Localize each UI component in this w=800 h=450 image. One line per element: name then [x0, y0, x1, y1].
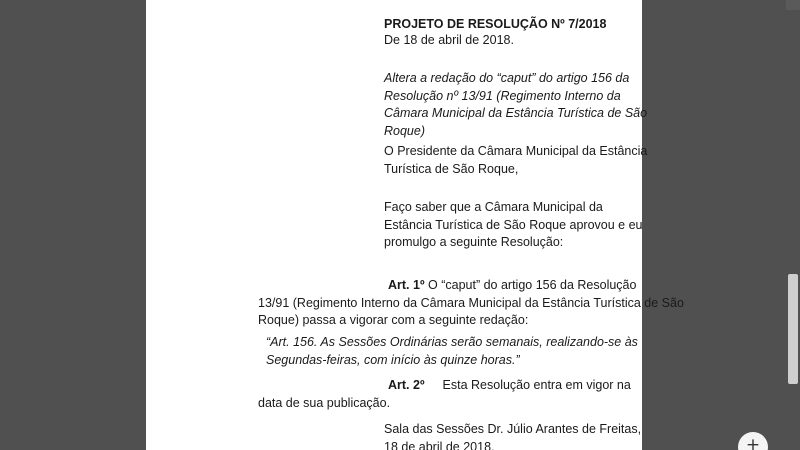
article-1-text: O “caput” do artigo 156 da Resolução	[424, 278, 637, 292]
ementa-line: Resolução nº 13/91 (Regimento Interno da	[384, 88, 621, 103]
document-date: De 18 de abril de 2018.	[384, 33, 514, 47]
article-1-label: Art. 1º	[388, 278, 425, 292]
zoom-in-button[interactable]	[738, 432, 768, 450]
article-1-line	[258, 277, 637, 295]
ementa-line: Câmara Municipal da Estância Turística de São	[384, 106, 648, 120]
article-1	[258, 277, 684, 330]
ementa-paragraph	[384, 70, 648, 140]
document-page	[146, 0, 684, 450]
paragraph-line: Estância Turística de São Roque aprovou e eu	[384, 217, 643, 232]
sala-line: Sala das Sessões Dr. Júlio Arantes de Freitas,	[384, 422, 642, 436]
article-2-line	[258, 377, 631, 395]
article-2-label: Art. 2º	[388, 378, 425, 392]
quote-line: Segundas-feiras, com início às quinze horas.”	[266, 352, 520, 367]
paragraph-line: promulgo a seguinte Resolução:	[384, 235, 564, 249]
article-1-line: 13/91 (Regimento Interno da Câmara Municipal da Estância Turística de São	[258, 295, 684, 310]
ementa-line: Altera a redação do “caput” do artigo 156 da	[384, 71, 630, 85]
paragraph-line: Turística de São Roque,	[384, 161, 519, 176]
quote-line: “Art. 156. As Sessões Ordinárias serão semanais, realizando-se às	[266, 335, 638, 349]
faco-saber-paragraph	[384, 199, 643, 252]
sala-das-sessoes	[384, 421, 641, 450]
paragraph-line: Faço saber que a Câmara Municipal da	[384, 200, 603, 214]
article-1-line: Roque) passa a vigorar com a seguinte redação:	[258, 313, 529, 327]
article-2-line: data de sua publicação.	[258, 395, 391, 410]
article-2-text: Esta Resolução entra em vigor na	[442, 378, 631, 392]
article-156-quote	[258, 334, 638, 369]
document-title: PROJETO DE RESOLUÇÃO Nº 7/2018	[384, 17, 607, 31]
presidente-paragraph	[384, 143, 648, 178]
paragraph-line: O Presidente da Câmara Municipal da Estância	[384, 144, 648, 158]
sala-line: 18 de abril de 2018.	[384, 439, 495, 450]
plus-icon: +	[745, 435, 761, 450]
ementa-line: Roque)	[384, 123, 425, 138]
article-2	[258, 377, 631, 412]
scrollbar-thumb[interactable]	[788, 274, 798, 384]
scrollbar-track-top[interactable]	[786, 0, 800, 10]
